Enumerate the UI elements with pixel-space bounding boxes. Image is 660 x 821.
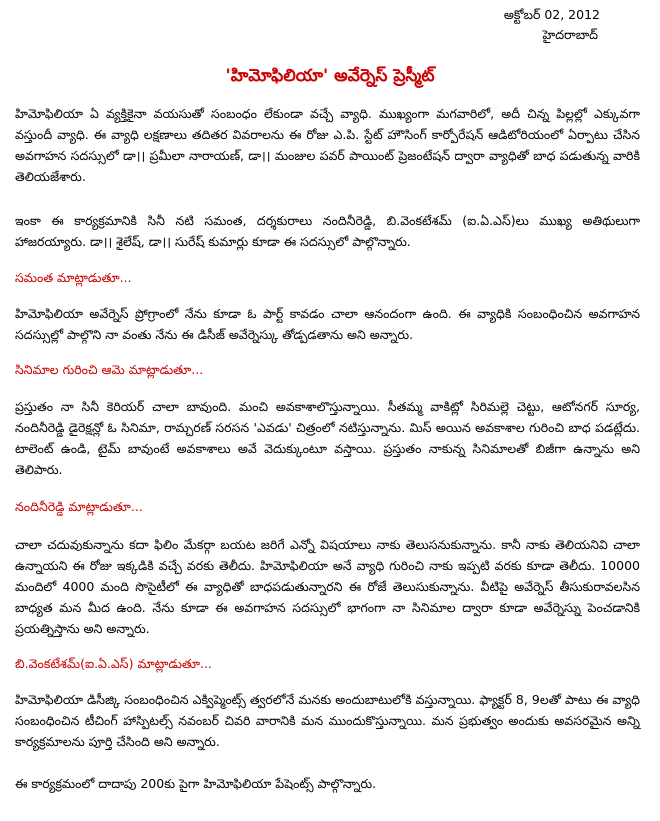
closing-paragraph: ఈ కార్యక్రమంలో దాదాపు 200కు పైగా హిమోఫిలియా పేషెంట్స్ పాల్గొన్నారు. — [15, 776, 377, 791]
venkatesham-heading: బి.వెంకటేశమ్(ఐ.ఏ.ఎస్) మాట్లాడుతూ... — [15, 656, 212, 671]
cinema-paragraph: ప్రస్తుతం నా సినీ కెరియర్ చాలా బావుంది. మంచి అవకాశాలొస్తున్నాయి. సీతమ్మ వాకిట్లో సిరిమల్లె చెట్టు, ఆటోనగర్ సూర్య, నందినీరెడ్డి డైరెక్షన్లో ఓ సినిమా, రామ్చరణ్ సరసన 'ఎవడు' చిత్రంలో నటిస్తున్నాను. మిస్ అయిన అవకాశాల గురించి బాధ పడట్లేదు. టాలెంట్ ఉండి, టైమ్ బావుంటే అవకాశాలు అవే వెదుక్కుంటూ వస్తాయి. ప్రస్తుతం నాకున్న సినిమాలతో బిజీగా ఉన్నాను అని తెలిపారు. — [15, 399, 640, 477]
samantha-heading: సమంత మాట్లాడుతూ... — [15, 270, 132, 285]
article-date: అక్టోబర్ 02, 2012 — [503, 7, 600, 22]
nandini-heading: నందినీరెడ్డి మాట్లాడుతూ... — [15, 499, 143, 514]
samantha-quote-paragraph: హిమోఫిలియా అవేర్నెస్ ప్రోగ్రాంలో నేను కూడా ఓ పార్ట్ కావడం చాలా ఆనందంగా ఉంది. ఈ వ్యాధికి సంబంధించిన అవగాహన సదస్సుల్లో పాల్గొని నా వంతు నేను ఈ డిసీజ్ అవేర్నెస్కు తోడ్పడతాను అని అన్నారు. — [15, 306, 640, 342]
article-title: 'హిమోఫిలియా' అవేర్నెస్ ప్రెస్మీట్ — [225, 66, 435, 86]
cinema-heading: సినిమాల గురించి ఆమె మాట్లాడుతూ... — [15, 362, 204, 377]
venkatesham-paragraph: హిమోఫిలియా డిసీజ్కి సంబంధించిన ఎక్విప్మెంట్స్ త్వరలోనే మనకు అందుబాటులోకి వస్తున్నాయి. ఫ్యాక్టర్ 8, 9లతో పాటు ఈ వ్యాధి సంబంధించిన టీచింగ్ హాస్పిటల్స్ నవంబర్ చివరి వారానికి మన ముందుకొస్తున్నాయి. మన ప్రభుత్వం అందుకు అవసరమైన అన్ని కార్యక్రమాలను పూర్తి చేసింది అని అన్నారు. — [15, 692, 640, 749]
intro-paragraph: హిమోఫిలియా ఏ వ్యక్తికైనా వయసుతో సంబంధం లేకుండా వచ్చే వ్యాధి. ముఖ్యంగా మగవారిలో, అదీ చిన్న పిల్లల్లో ఎక్కువగా వస్తుందీ వ్యాధి. ఈ వ్యాధి లక్షణాలు తదితర వివరాలను ఈ రోజు ఎ.పి. స్టేట్ హౌసింగ్ కార్పోరేషన్ ఆడిటోరియంలో ఏర్పాటు చేసిన అవగాహన సదస్సులో డా।। ప్రమీలా నారాయణ్, డా।। మంజుల పవర్ పాయింట్ ప్రెజంటేషన్ ద్వారా వ్యాధితో బాధ పడుతున్న వారికి తెలియజేశారు. — [15, 106, 640, 184]
guests-paragraph: ఇంకా ఈ కార్యక్రమానికి సినీ నటి సమంత, దర్శకురాలు నందినీరెడ్డి, బి.వెంకటేశమ్ (ఐ.ఏ.ఎస్)లు ముఖ్య అతిథులుగా హాజరయ్యారు. డా।। శైలేష్, డా।। సురేష్ కుమార్లు కూడా ఈ సదస్సులో పాల్గొన్నారు. — [15, 213, 640, 249]
article-location: హైదరాబాద్ — [542, 27, 598, 42]
nandini-paragraph: చాలా చదువుకున్నాను కదా ఫిలిం మేకర్గా బయట జరిగే ఎన్నో విషయాలు నాకు తెలుసనుకున్నాను. కానీ నాకు తెలియనివి చాలా ఉన్నాయని ఈ రోజు ఇక్కడికి వచ్చే వరకు తెలీదు. హిమోఫిలియా అనే వ్యాధి గురించి నాకు ఇప్పటి వరకు కూడా తెలీదు. 10000 మందిలో 4000 మంది సొసైటీలో ఈ వ్యాధితో బాధపడుతున్నారని ఈ రోజే తెలుసుకున్నాను. వీటిపై అవేర్నెస్ తీసుకురావలసిన బాధ్యత మన మీద ఉంది. నేను కూడా ఈ అవగాహన సదస్సులో భాగంగా నా సినిమాల ద్వారా కూడా అవేర్నెస్ను పెంచడానికి ప్రయత్నిస్తాను అని అన్నారు. — [15, 537, 640, 636]
